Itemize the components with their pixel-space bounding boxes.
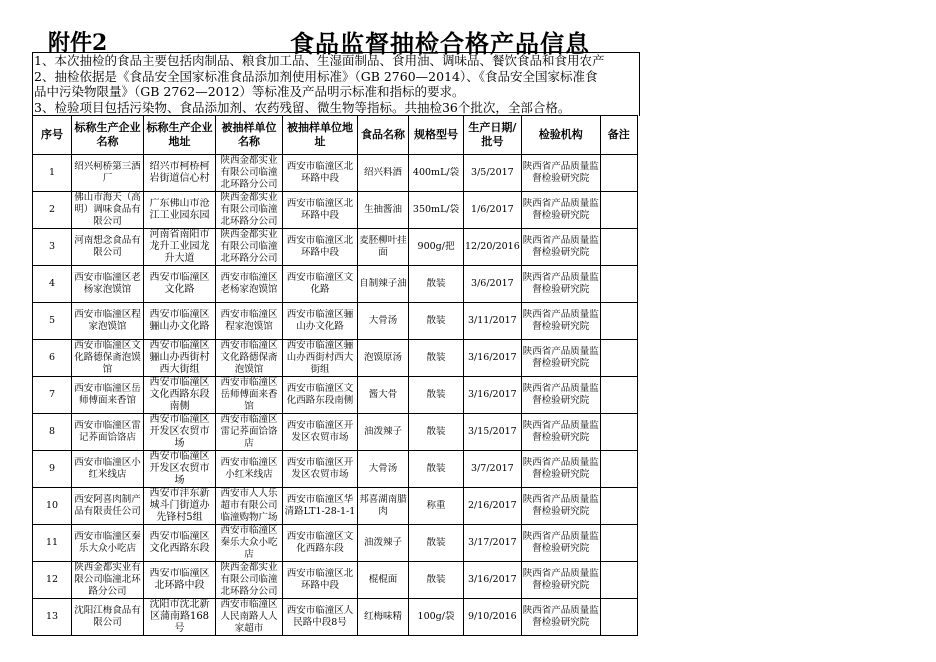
sampled-unit-cell xyxy=(216,192,283,229)
seq-cell xyxy=(33,192,72,229)
column-header-lab: 检验机构 xyxy=(521,116,600,155)
remarks-cell xyxy=(600,229,637,266)
cell-text: 西安市临潼区北环路中段 xyxy=(286,235,354,258)
cell-text: 广东佛山市沧江工业园东园 xyxy=(149,198,210,221)
cell-text: 西安市临潼区岳师傅面来香馆 xyxy=(74,383,141,406)
cell-text: 西安市人人乐超市有限公司临潼购物广场 xyxy=(220,488,278,523)
sampled-address-cell xyxy=(283,414,358,451)
sampled-address-cell xyxy=(283,155,358,192)
cell-text: 13 xyxy=(45,611,59,622)
sampled-address-cell xyxy=(283,377,358,414)
cell-text: 西安市临潼区文化路德保斋泡馍馆 xyxy=(220,340,278,375)
maker-address-cell xyxy=(144,303,216,340)
lab-cell xyxy=(521,155,600,192)
lab-cell xyxy=(521,525,600,562)
cell-text: 陕西金都实业有限公司临潼北环路分公司 xyxy=(220,192,278,227)
lab-cell xyxy=(521,451,600,488)
remarks-cell xyxy=(600,155,637,192)
maker-name-cell xyxy=(72,266,144,303)
date-batch-cell xyxy=(464,525,522,562)
spec-cell xyxy=(409,599,464,636)
column-header-food-name: 食品名称 xyxy=(358,116,409,155)
cell-text: 西安市临潼区北环路中段 xyxy=(286,568,354,591)
cell-text: 西安市临潼区开发区农贸市场 xyxy=(286,420,354,443)
sampled-unit-cell xyxy=(216,229,283,266)
table-row xyxy=(33,155,638,192)
column-header-maker-name: 标称生产企业名称 xyxy=(72,116,144,155)
sampled-address-cell xyxy=(283,525,358,562)
notes-block xyxy=(32,52,640,116)
maker-name-cell xyxy=(72,599,144,636)
spec-cell xyxy=(409,488,464,525)
cell-text: 12 xyxy=(45,574,59,585)
remarks-cell xyxy=(600,451,637,488)
cell-text: 8 xyxy=(48,426,56,437)
maker-name-cell xyxy=(72,377,144,414)
seq-cell xyxy=(33,562,72,599)
cell-text: 3/16/2017 xyxy=(468,389,517,400)
spec-cell xyxy=(409,377,464,414)
cell-text: 陕西金都实业有限公司临潼北环路分公司 xyxy=(220,229,278,264)
cell-text: 大骨汤 xyxy=(368,315,398,326)
cell-text: 西安市临潼区雷记荞面饸饹店 xyxy=(74,420,141,443)
table-row xyxy=(33,192,638,229)
cell-text: 3/15/2017 xyxy=(468,426,517,437)
cell-text: 7 xyxy=(48,389,56,400)
food-name-cell xyxy=(358,266,409,303)
sampled-unit-cell xyxy=(216,599,283,636)
cell-text: 1/6/2017 xyxy=(471,204,514,215)
cell-text: 西安市临潼区人民南路人人家超市 xyxy=(220,599,278,634)
note-line: 2、抽检依据是《食品安全国家标准食品添加剂使用标准》（GB 2760—2014）、《食品安全国家标准食 xyxy=(34,68,598,84)
note-line: 品中污染物限量》（GB 2762—2012）等标准及产品明示标准和指标的要求。 xyxy=(34,84,465,99)
remarks-cell xyxy=(600,414,637,451)
cell-text: 西安市临潼区开发区农贸市场 xyxy=(149,414,210,449)
cell-text: 西安市临潼区骊山办西街村西大街组 xyxy=(286,340,354,375)
lab-cell xyxy=(521,266,600,303)
cell-text: 陕西金都实业有限公司临潼北环路分公司 xyxy=(220,155,278,190)
cell-text: 西安市沣东新城斗门街道办先锋村5组 xyxy=(149,488,210,523)
cell-text: 红梅味精 xyxy=(363,611,402,622)
spec-cell xyxy=(409,192,464,229)
maker-address-cell xyxy=(144,266,216,303)
cell-text: 西安市临潼区秦乐大众小吃店 xyxy=(74,531,141,554)
seq-cell xyxy=(33,229,72,266)
cell-text: 西安市临潼区北环路中段 xyxy=(286,161,354,184)
maker-name-cell xyxy=(72,303,144,340)
cell-text: 棍棍面 xyxy=(368,574,398,585)
cell-text: 3/17/2017 xyxy=(468,537,517,548)
cell-text: 酱大骨 xyxy=(368,389,398,400)
maker-name-cell xyxy=(72,192,144,229)
seq-cell xyxy=(33,377,72,414)
spec-cell xyxy=(409,562,464,599)
cell-text: 西安市临潼区人民路中段8号 xyxy=(286,605,354,628)
cell-text: 散装 xyxy=(426,389,446,400)
remarks-cell xyxy=(600,192,637,229)
sampled-address-cell xyxy=(283,229,358,266)
lab-cell xyxy=(521,488,600,525)
lab-cell xyxy=(521,562,600,599)
cell-text: 自制辣子油 xyxy=(359,278,407,289)
cell-text: 9 xyxy=(48,463,56,474)
column-header-maker-address: 标称生产企业地址 xyxy=(144,116,216,155)
lab-cell xyxy=(521,303,600,340)
maker-address-cell xyxy=(144,340,216,377)
cell-text: 佛山市海天（高明）调味食品有限公司 xyxy=(74,192,141,227)
cell-text: 散装 xyxy=(426,426,446,437)
column-header-date-batch: 生产日期/批号 xyxy=(464,116,522,155)
results-table xyxy=(32,115,638,636)
cell-text: 12/20/2016 xyxy=(465,241,520,252)
table-row xyxy=(33,229,638,266)
maker-address-cell xyxy=(144,192,216,229)
cell-text: 西安市临潼区开发区农贸市场 xyxy=(149,451,210,486)
cell-text: 2 xyxy=(48,204,56,215)
cell-text: 10 xyxy=(45,500,59,511)
lab-cell xyxy=(521,192,600,229)
cell-text: 6 xyxy=(48,352,56,363)
cell-text: 5 xyxy=(48,315,56,326)
cell-text: 河南省南阳市龙升工业园龙升大道 xyxy=(149,229,210,264)
table-row xyxy=(33,525,638,562)
seq-cell xyxy=(33,340,72,377)
maker-address-cell xyxy=(144,377,216,414)
table-row xyxy=(33,562,638,599)
table-header-row xyxy=(33,116,638,155)
date-batch-cell xyxy=(464,229,522,266)
maker-name-cell xyxy=(72,340,144,377)
table-row xyxy=(33,340,638,377)
cell-text: 陕西省产品质量监督检验研究院 xyxy=(522,346,599,369)
cell-text: 1 xyxy=(48,167,56,178)
cell-text: 西安阿喜肉制产品有限责任公司 xyxy=(74,494,141,517)
date-batch-cell xyxy=(464,192,522,229)
remarks-cell xyxy=(600,525,637,562)
table-row xyxy=(33,266,638,303)
maker-name-cell xyxy=(72,155,144,192)
cell-text: 西安市临潼区秦乐大众小吃店 xyxy=(220,525,278,560)
cell-text: 陕西省产品质量监督检验研究院 xyxy=(522,420,599,443)
cell-text: 散装 xyxy=(426,463,446,474)
cell-text: 9/10/2016 xyxy=(468,611,517,622)
maker-address-cell xyxy=(144,155,216,192)
column-header-remarks: 备注 xyxy=(600,116,637,155)
cell-text: 陕西省产品质量监督检验研究院 xyxy=(522,272,599,295)
cell-text: 西安市临潼区北环路中段 xyxy=(286,198,354,221)
lab-cell xyxy=(521,377,600,414)
cell-text: 泡馍原汤 xyxy=(363,352,402,363)
lab-cell xyxy=(521,340,600,377)
seq-cell xyxy=(33,266,72,303)
food-name-cell xyxy=(358,303,409,340)
cell-text: 西安市临潼区文化西路东段南侧 xyxy=(286,383,354,406)
cell-text: 西安市临潼区文化西路东段南侧 xyxy=(149,377,210,412)
lab-cell xyxy=(521,229,600,266)
maker-name-cell xyxy=(72,525,144,562)
cell-text: 900g/把 xyxy=(417,241,455,252)
maker-address-cell xyxy=(144,451,216,488)
table-row xyxy=(33,414,638,451)
remarks-cell xyxy=(600,340,637,377)
cell-text: 4 xyxy=(48,278,56,289)
cell-text: 陕西省产品质量监督检验研究院 xyxy=(522,494,599,517)
page-title: 食品监督抽检合格产品信息 xyxy=(290,29,590,58)
column-header-seq: 序号 xyxy=(33,116,72,155)
date-batch-cell xyxy=(464,155,522,192)
cell-text: 油泼辣子 xyxy=(363,537,402,548)
cell-text: 西安市临潼区骊山办西街村西大街组 xyxy=(149,340,210,375)
cell-text: 油泼辣子 xyxy=(363,426,402,437)
cell-text: 西安市临潼区文化路 xyxy=(149,272,210,295)
cell-text: 陕西省产品质量监督检验研究院 xyxy=(522,161,599,184)
cell-text: 100g/袋 xyxy=(417,611,455,622)
cell-text: 陕西省产品质量监督检验研究院 xyxy=(522,383,599,406)
seq-cell xyxy=(33,451,72,488)
cell-text: 西安市临潼区岳师傅面来香馆 xyxy=(220,377,278,412)
cell-text: 邦喜湖南腊肉 xyxy=(359,494,407,517)
cell-text: 散装 xyxy=(426,278,446,289)
spec-cell xyxy=(409,303,464,340)
date-batch-cell xyxy=(464,451,522,488)
maker-address-cell xyxy=(144,229,216,266)
cell-text: 西安市临潼区文化西路东段 xyxy=(286,531,354,554)
sampled-address-cell xyxy=(283,266,358,303)
column-header-sampled-address: 被抽样单位地址 xyxy=(283,116,358,155)
cell-text: 沈阳市沈北新区蒲南路168号 xyxy=(149,599,210,634)
food-name-cell xyxy=(358,192,409,229)
spec-cell xyxy=(409,525,464,562)
maker-name-cell xyxy=(72,562,144,599)
cell-text: 散装 xyxy=(426,574,446,585)
cell-text: 陕西省产品质量监督检验研究院 xyxy=(522,235,599,258)
date-batch-cell xyxy=(464,340,522,377)
remarks-cell xyxy=(600,562,637,599)
cell-text: 西安市临潼区老杨家泡馍馆 xyxy=(220,272,278,295)
sampled-unit-cell xyxy=(216,488,283,525)
cell-text: 绍兴市柯桥柯岩街道信心村 xyxy=(149,161,210,184)
cell-text: 西安市临潼区程家泡馍馆 xyxy=(74,309,141,332)
cell-text: 2/16/2017 xyxy=(468,500,517,511)
spec-cell xyxy=(409,229,464,266)
maker-address-cell xyxy=(144,562,216,599)
maker-name-cell xyxy=(72,451,144,488)
cell-text: 称重 xyxy=(426,500,446,511)
maker-name-cell xyxy=(72,414,144,451)
lab-cell xyxy=(521,599,600,636)
sampled-address-cell xyxy=(283,488,358,525)
sampled-unit-cell xyxy=(216,451,283,488)
spec-cell xyxy=(409,451,464,488)
table-row xyxy=(33,488,638,525)
cell-text: 散装 xyxy=(426,315,446,326)
sampled-address-cell xyxy=(283,451,358,488)
table-row xyxy=(33,451,638,488)
remarks-cell xyxy=(600,377,637,414)
cell-text: 陕西省产品质量监督检验研究院 xyxy=(522,457,599,480)
cell-text: 陕西省产品质量监督检验研究院 xyxy=(522,309,599,332)
cell-text: 大骨汤 xyxy=(368,463,398,474)
annex-label: 附件2 xyxy=(48,30,108,56)
column-header-spec: 规格型号 xyxy=(409,116,464,155)
food-name-cell xyxy=(358,340,409,377)
spec-cell xyxy=(409,266,464,303)
note-line: 1、本次抽检的食品主要包括肉制品、粮食加工品、生湿面制品、食用油、调味品、餐饮食品和食用农产 xyxy=(34,53,605,68)
sampled-address-cell xyxy=(283,192,358,229)
date-batch-cell xyxy=(464,414,522,451)
cell-text: 西安市临潼区骊山办文化路 xyxy=(286,309,354,332)
cell-text: 西安市临潼区小红米线店 xyxy=(74,457,141,480)
sampled-unit-cell xyxy=(216,562,283,599)
date-batch-cell xyxy=(464,377,522,414)
cell-text: 陕西金都实业有限公司临潼北环路分公司 xyxy=(74,562,141,597)
column-header-sampled-unit: 被抽样单位名称 xyxy=(216,116,283,155)
seq-cell xyxy=(33,155,72,192)
cell-text: 西安市临潼区小红米线店 xyxy=(220,457,278,480)
seq-cell xyxy=(33,414,72,451)
cell-text: 陕西省产品质量监督检验研究院 xyxy=(522,605,599,628)
cell-text: 3 xyxy=(48,241,56,252)
date-batch-cell xyxy=(464,599,522,636)
cell-text: 陕西金都实业有限公司临潼北环路分公司 xyxy=(220,562,278,597)
cell-text: 西安市临潼区文化路 xyxy=(286,272,354,295)
cell-text: 3/5/2017 xyxy=(471,167,514,178)
cell-text: 西安市临潼区雷记荞面饸饹店 xyxy=(220,414,278,449)
cell-text: 西安市临潼区华清路LT1-28-1-1 xyxy=(284,494,356,517)
spec-cell xyxy=(409,155,464,192)
cell-text: 西安市临潼区文化路德保斋泡馍馆 xyxy=(74,340,141,375)
cell-text: 散装 xyxy=(426,352,446,363)
sampled-unit-cell xyxy=(216,155,283,192)
cell-text: 350mL/袋 xyxy=(412,204,460,215)
maker-name-cell xyxy=(72,488,144,525)
lab-cell xyxy=(521,414,600,451)
remarks-cell xyxy=(600,266,637,303)
sampled-address-cell xyxy=(283,599,358,636)
cell-text: 西安市临潼区开发区农贸市场 xyxy=(286,457,354,480)
cell-text: 河南想念食品有限公司 xyxy=(74,235,141,258)
cell-text: 麦胚柳叶挂面 xyxy=(359,235,407,258)
maker-address-cell xyxy=(144,414,216,451)
food-name-cell xyxy=(358,229,409,266)
cell-text: 沈阳江梅食品有限公司 xyxy=(74,605,141,628)
cell-text: 西安市临潼区文化西路东段 xyxy=(149,531,210,554)
cell-text: 3/16/2017 xyxy=(468,352,517,363)
date-batch-cell xyxy=(464,562,522,599)
remarks-cell xyxy=(600,303,637,340)
date-batch-cell xyxy=(464,303,522,340)
cell-text: 3/11/2017 xyxy=(468,315,517,326)
spec-cell xyxy=(409,414,464,451)
food-name-cell xyxy=(358,414,409,451)
cell-text: 3/6/2017 xyxy=(471,278,514,289)
table-row xyxy=(33,377,638,414)
food-name-cell xyxy=(358,488,409,525)
maker-address-cell xyxy=(144,525,216,562)
cell-text: 11 xyxy=(45,537,59,548)
cell-text: 西安市临潼区老杨家泡馍馆 xyxy=(74,272,141,295)
food-name-cell xyxy=(358,599,409,636)
cell-text: 生抽酱油 xyxy=(363,204,402,215)
note-line: 3、检验项目包括污染物、食品添加剂、农药残留、微生物等指标。共抽检36个批次，全部合格。 xyxy=(34,99,571,115)
table-row xyxy=(33,599,638,636)
seq-cell xyxy=(33,599,72,636)
sampled-address-cell xyxy=(283,562,358,599)
sampled-address-cell xyxy=(283,303,358,340)
seq-cell xyxy=(33,303,72,340)
seq-cell xyxy=(33,488,72,525)
cell-text: 3/16/2017 xyxy=(468,574,517,585)
food-name-cell xyxy=(358,562,409,599)
date-batch-cell xyxy=(464,488,522,525)
sampled-unit-cell xyxy=(216,414,283,451)
cell-text: 西安市临潼区骊山办文化路 xyxy=(149,309,210,332)
sampled-unit-cell xyxy=(216,303,283,340)
cell-text: 西安市临潼区程家泡馍馆 xyxy=(220,309,278,332)
table-row xyxy=(33,303,638,340)
food-name-cell xyxy=(358,525,409,562)
cell-text: 400mL/袋 xyxy=(412,167,460,178)
cell-text: 陕西省产品质量监督检验研究院 xyxy=(522,568,599,591)
maker-address-cell xyxy=(144,599,216,636)
sampled-unit-cell xyxy=(216,340,283,377)
cell-text: 散装 xyxy=(426,537,446,548)
cell-text: 陕西省产品质量监督检验研究院 xyxy=(522,531,599,554)
maker-name-cell xyxy=(72,229,144,266)
cell-text: 西安市临潼区北环路中段 xyxy=(149,568,210,591)
spec-cell xyxy=(409,340,464,377)
seq-cell xyxy=(33,525,72,562)
cell-text: 3/7/2017 xyxy=(471,463,514,474)
cell-text: 绍兴柯桥第三酒厂 xyxy=(74,161,141,184)
sampled-unit-cell xyxy=(216,266,283,303)
sampled-unit-cell xyxy=(216,525,283,562)
sampled-unit-cell xyxy=(216,377,283,414)
sampled-address-cell xyxy=(283,340,358,377)
remarks-cell xyxy=(600,488,637,525)
food-name-cell xyxy=(358,155,409,192)
food-name-cell xyxy=(358,451,409,488)
cell-text: 陕西省产品质量监督检验研究院 xyxy=(522,198,599,221)
cell-text: 绍兴料酒 xyxy=(363,167,402,178)
maker-address-cell xyxy=(144,488,216,525)
date-batch-cell xyxy=(464,266,522,303)
food-name-cell xyxy=(358,377,409,414)
remarks-cell xyxy=(600,599,637,636)
